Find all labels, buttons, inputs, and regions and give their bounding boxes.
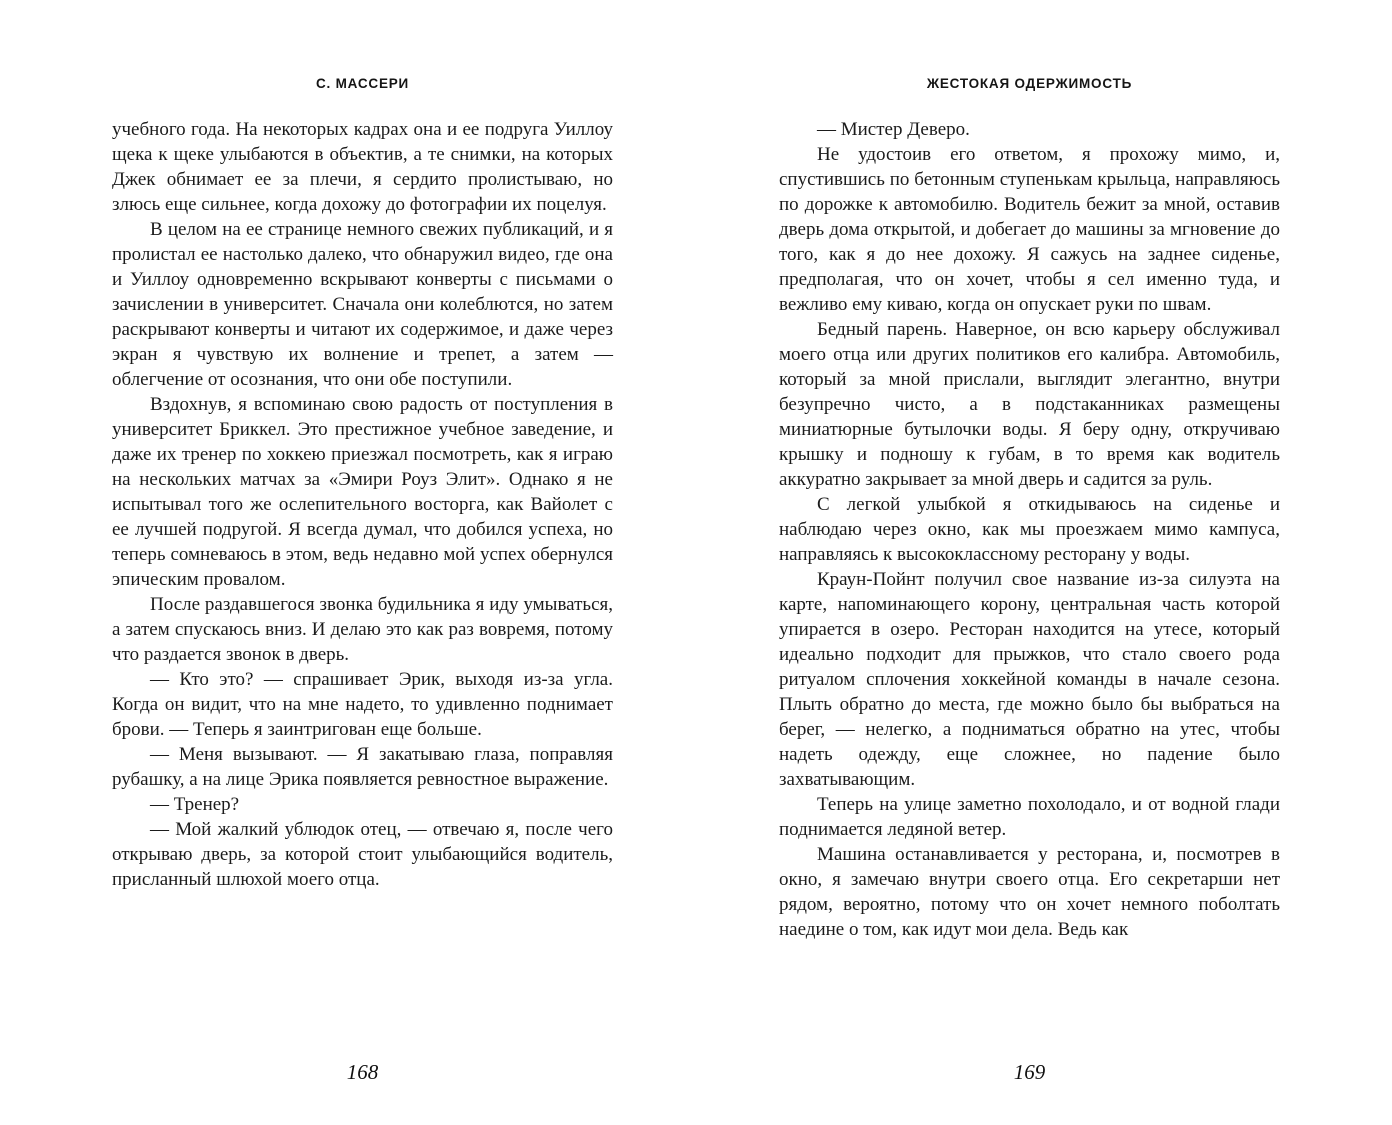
paragraph: После раздавшегося звонка будильника я иду умываться, а затем спускаюсь вниз. И делаю это как раз вовремя, потому что раздается звонок в дверь. (112, 594, 613, 665)
paragraph: Краун-Пойнт получил свое название из-за силуэта на карте, напоминающего корону, центральная часть которой упирается в озеро. Ресторан находится на утесе, который идеально подходит для прыжков, что стало своего рода ритуалом сплочения хоккейной команды в начале сезона. Плыть обратно до места, где можно было бы выбраться на берег, — нелегко, а подниматься обратно на утес, чтобы надеть одежду, еще сложнее, но падение было захватывающим. (779, 569, 1280, 790)
paragraph: — Мистер Деверо. (817, 119, 970, 140)
running-header-author: С. МАССЕРИ (315, 76, 410, 91)
paragraph: Машина останавливается у ресторана, и, посмотрев в окно, я замечаю внутри своего отца. Его секретарши нет рядом, вероятно, потому что он хочет немного поболтать наедине о том, как идут мои дела. Ведь как (779, 844, 1280, 940)
page-number-left: 168 (346, 1060, 379, 1084)
paragraph: Не удостоив его ответом, я прохожу мимо, и, спустившись по бетонным ступенькам крыльца, направляюсь по дорожке к автомобилю. Водитель бежит за мной, оставив дверь дома открытой, и добегает до машины за мгновение до того, как я до нее дохожу. Я сажусь на заднее сиденье, предполагая, что он хочет, чтобы я сел именно туда, и вежливо ему киваю, когда он опускает руки по швам. (779, 144, 1280, 315)
paragraph: Вздохнув, я вспоминаю свою радость от поступления в университет Бриккел. Это престижное учебное заведение, и даже их тренер по хоккею приезжал посмотреть, как я играю на нескольких матчах за «Эмири Роуз Элит». Однако я не испытывал того же ослепительного восторга, как Вайолет с ее лучшей подругой. Я всегда думал, что добился успеха, но теперь сомневаюсь в этом, ведь недавно мой успех обернулся эпическим провалом. (112, 394, 613, 590)
left-page-body (112, 117, 613, 892)
paragraph: — Кто это? — спрашивает Эрик, выходя из-за угла. Когда он видит, что на мне надето, то удивленно поднимает брови. — Теперь я заинтригован еще больше. (112, 669, 613, 740)
paragraph: — Тренер? (150, 794, 240, 815)
paragraph: Бедный парень. Наверное, он всю карьеру обслуживал моего отца или других политиков его калибра. Автомобиль, который за мной прислали, выглядит элегантно, внутри безупречно чисто, а в подстаканниках размещены миниатюрные бутылочки воды. Я беру одну, откручиваю крышку и подношу к губам, в то время как водитель аккуратно закрывает за мной дверь и садится за руль. (779, 319, 1280, 490)
paragraph: — Меня вызывают. — Я закатываю глаза, поправляя рубашку, а на лице Эрика появляется ревностное выражение. (112, 744, 613, 790)
page-number-right: 169 (1013, 1060, 1046, 1084)
left-page (112, 76, 613, 1085)
right-page (779, 76, 1280, 1085)
paragraph: В целом на ее странице немного свежих публикаций, и я пролистал ее настолько далеко, что обнаружил видео, где она и Уиллоу одновременно вскрывают конверты с письмами о зачислении в университет. Сначала они колеблются, но затем раскрывают конверты и читают их содержимое, и даже через экран я чувствую их волнение и трепет, а затем — облегчение от осознания, что они обе поступили. (112, 219, 613, 390)
right-page-body (779, 117, 1280, 942)
paragraph: — Мой жалкий ублюдок отец, — отвечаю я, после чего открываю дверь, за которой стоит улыбающийся водитель, присланный шлюхой моего отца. (112, 819, 613, 890)
paragraph: учебного года. На некоторых кадрах она и ее подруга Уиллоу щека к щеке улыбаются в объектив, а те снимки, на которых Джек обнимает ее за плечи, я сердито пролистываю, но злюсь еще сильнее, когда дохожу до фотографии их поцелуя. (112, 119, 613, 215)
paragraph: С легкой улыбкой я откидываюсь на сиденье и наблюдаю через окно, как мы проезжаем мимо кампуса, направляясь к высококлассному ресторану у воды. (779, 494, 1280, 565)
paragraph: Теперь на улице заметно похолодало, и от водной глади поднимается ледяной ветер. (779, 794, 1280, 840)
running-header-title: ЖЕСТОКАЯ ОДЕРЖИМОСТЬ (926, 76, 1133, 91)
